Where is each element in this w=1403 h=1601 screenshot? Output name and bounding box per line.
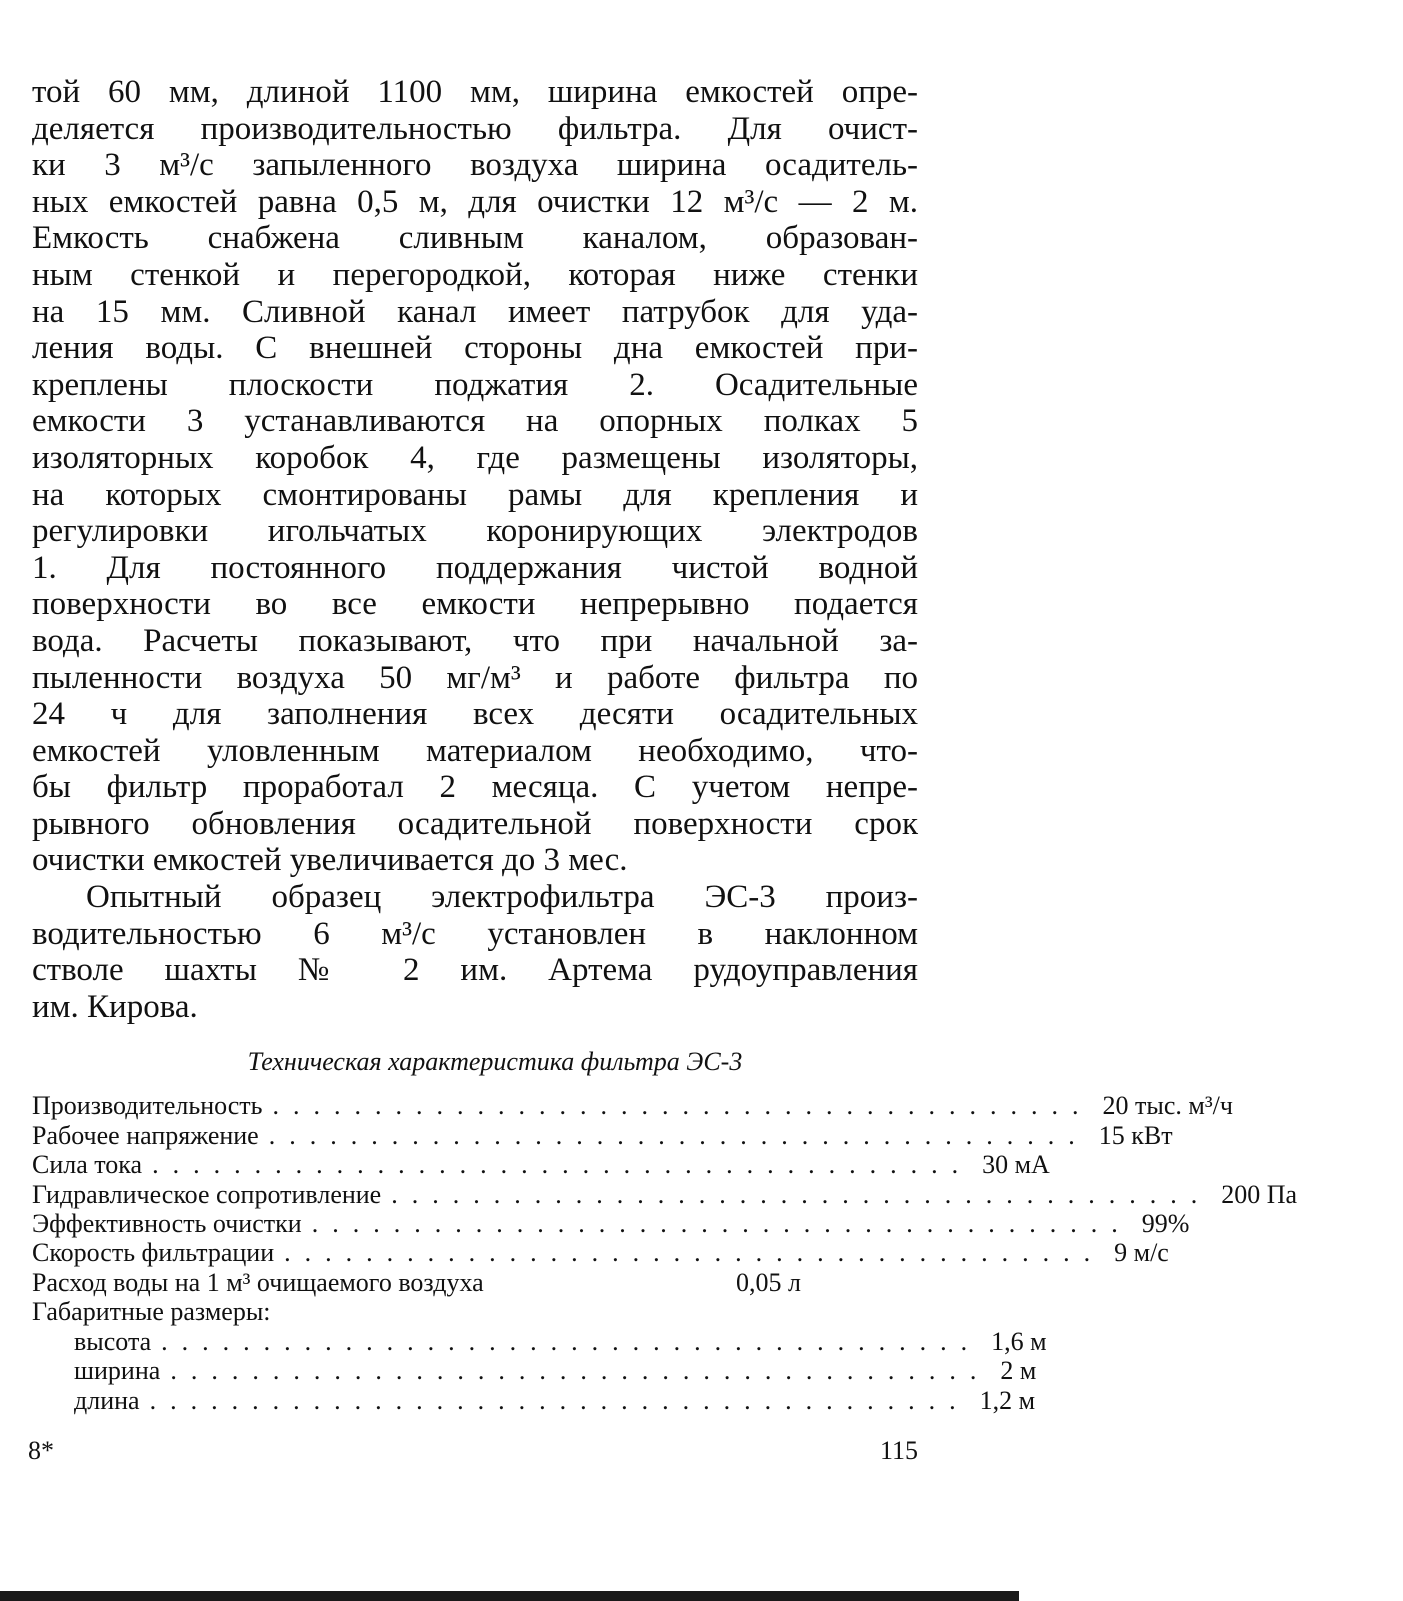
text-line: водительностью 6 м³/с установлен в наклонном: [32, 915, 918, 952]
spec-row-value: 2 м: [1000, 1356, 1037, 1386]
spec-row-name: Скорость фильтрации: [32, 1238, 275, 1268]
text-line: 1. Для постоянного поддержания чистой водной: [32, 549, 918, 586]
page-footer: [28, 1436, 918, 1466]
text-line: на 15 мм. Сливной канал имеет патрубок для уда-: [32, 293, 918, 330]
spec-row: [32, 1385, 1036, 1415]
spec-table: [32, 1091, 1298, 1415]
text-line: поверхности во все емкости непрерывно подается: [32, 586, 918, 623]
text-line: ным стенкой и перегородкой, которая ниже стенки: [32, 256, 918, 293]
text-line: ных емкостей равна 0,5 м, для очистки 12 м³/с — 2 м.: [32, 183, 918, 220]
body-paragraph-1: [32, 74, 918, 879]
spec-row-value: 99%: [1141, 1209, 1190, 1239]
spec-row: [32, 1091, 1233, 1121]
text-line: пыленности воздуха 50 мг/м³ и работе фильтра по: [32, 659, 918, 696]
text-line: бы фильтр проработал 2 месяца. С учетом непре-: [32, 769, 918, 806]
dims-header-row: [32, 1297, 918, 1326]
scan-edge: [0, 1591, 1019, 1601]
text-line: рывного обновления осадительной поверхности срок: [32, 805, 918, 842]
spec-title: Техническая характеристика фильтра ЭС-3: [247, 1047, 743, 1077]
spec-row: [32, 1356, 1037, 1386]
spec-row: [32, 1179, 1298, 1209]
text-line: им. Кирова.: [32, 988, 198, 1025]
spec-row-value: 30 мА: [982, 1150, 1050, 1180]
text-line: ления воды. С внешней стороны дна емкостей при-: [32, 330, 918, 367]
text-line: 24 ч для заполнения всех десяти осадительных: [32, 696, 918, 733]
leader-dots: ........................................: [152, 1150, 973, 1180]
leader-dots: ........................................: [272, 1091, 1093, 1121]
leader-dots: ........................................: [311, 1209, 1132, 1239]
spec-row-value: 1,2 м: [979, 1385, 1036, 1415]
text-line: креплены плоскости поджатия 2. Осадительные: [32, 366, 918, 403]
body-paragraph-2: [32, 879, 918, 1025]
text-line: Емкость снабжена сливным каналом, образован-: [32, 220, 918, 257]
text-line: ки 3 м³/с запыленного воздуха ширина осадитель-: [32, 147, 918, 184]
text-line: той 60 мм, длиной 1100 мм, ширина емкостей опре-: [32, 74, 918, 110]
leader-dots: ........................................: [391, 1179, 1212, 1209]
page-content: [32, 74, 1298, 1415]
signature-mark: 8*: [28, 1436, 54, 1465]
spec-row-value: 20 тыс. м³/ч: [1102, 1091, 1233, 1121]
leader-dots: ........................................: [170, 1356, 991, 1386]
text-line: емкостей уловленным материалом необходимо, что-: [32, 732, 918, 769]
text-line: емкости 3 устанавливаются на опорных полках 5: [32, 403, 918, 440]
spec-row-name: Сила тока: [32, 1150, 143, 1180]
spec-row-name: высота: [74, 1326, 152, 1356]
spec-row-name: Производительность: [32, 1091, 263, 1121]
spec-row-name: Расход воды на 1 м³ очищаемого воздуха: [32, 1267, 484, 1297]
spec-row-value: 15 кВт: [1098, 1120, 1173, 1150]
spec-row: [32, 1209, 1190, 1239]
spec-row-name: Гидравлическое сопротивление: [32, 1179, 382, 1209]
text-line: стволе шахты № 2 им. Артема рудоуправления: [32, 952, 918, 989]
spec-row-value: 1,6 м: [991, 1326, 1047, 1356]
text-line: очистки емкостей увеличивается до 3 мес.: [32, 842, 628, 879]
text-line: изоляторных коробок 4, где размещены изоляторы,: [32, 439, 918, 476]
spec-row-value: 9 м/с: [1114, 1238, 1169, 1268]
spec-row: [32, 1150, 1050, 1180]
leader-dots: ........................................: [268, 1120, 1089, 1150]
spec-row: [32, 1238, 1169, 1268]
leader-dots: ........................................: [284, 1238, 1105, 1268]
page-number: 115: [879, 1436, 918, 1465]
spec-row-value: 200 Па: [1221, 1179, 1298, 1209]
dims-header: Габаритные размеры:: [32, 1297, 271, 1327]
text-line: Опытный образец электрофильтра ЭС-3 произ-: [86, 879, 918, 916]
spec-row: [32, 1268, 918, 1297]
spec-row-value: 0,05 л: [736, 1267, 801, 1297]
leader-dots: ........................................: [149, 1385, 970, 1415]
spec-row-name: Рабочее напряжение: [32, 1120, 259, 1150]
spec-row-name: ширина: [74, 1356, 161, 1386]
text-line: на которых смонтированы рамы для крепления и: [32, 476, 918, 513]
spec-row: [32, 1326, 1047, 1356]
leader-dots: ........................................: [161, 1326, 982, 1356]
text-line: деляется производительностью фильтра. Для очист-: [32, 110, 918, 147]
spec-row-name: длина: [74, 1385, 140, 1415]
text-line: регулировки игольчатых коронирующих электродов: [32, 513, 918, 550]
spec-row-name: Эффективность очистки: [32, 1209, 302, 1239]
spec-row: [32, 1120, 1173, 1150]
text-line: вода. Расчеты показывают, что при начальной за-: [32, 622, 918, 659]
